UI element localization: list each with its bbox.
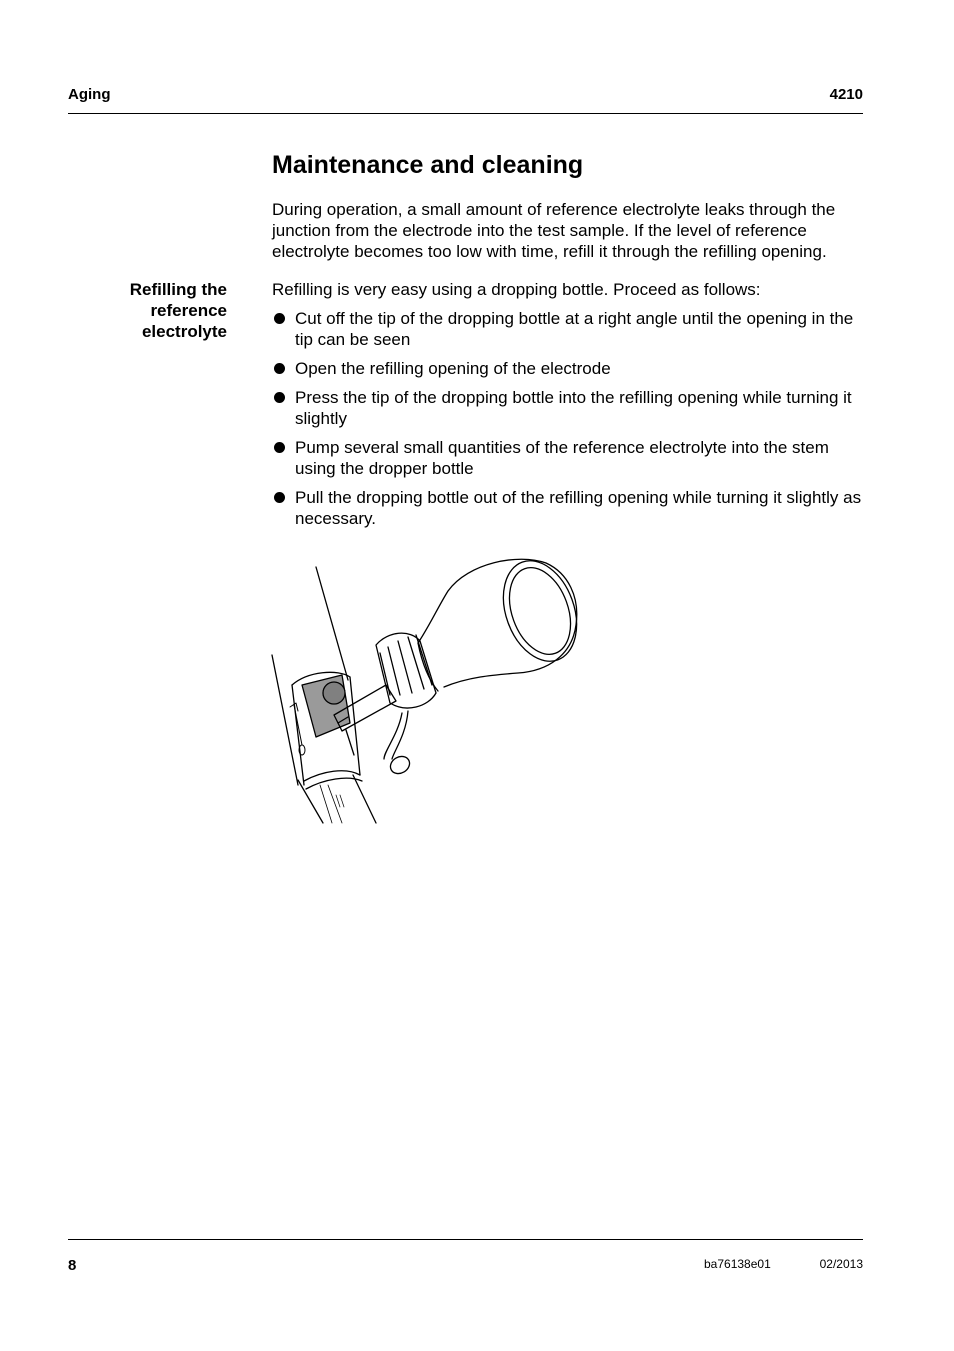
bullet-icon [274, 492, 285, 503]
page-title: Maintenance and cleaning [272, 151, 584, 179]
step-text: Cut off the tip of the dropping bottle at a right angle until the opening in the tip can be seen [295, 309, 854, 349]
side-heading-line: electrolyte [141, 322, 227, 341]
bullet-icon [274, 392, 285, 403]
step-text: Pump several small quantities of the reference electrolyte into the stem using the dropper bottle [295, 438, 829, 478]
side-heading [68, 279, 227, 342]
intro-paragraph: During operation, a small amount of reference electrolyte leaks through the junction from the electrode into the test sample. If the level of reference electrolyte becomes too low with time, refill it through the refilling opening. [272, 200, 836, 261]
step-text: Open the refilling opening of the electrode [295, 359, 611, 378]
bullet-icon [274, 313, 285, 324]
header-rule [68, 113, 863, 114]
document-id: ba76138e01 [704, 1257, 771, 1271]
side-heading-line: Refilling the [129, 280, 227, 299]
list-item [272, 387, 864, 429]
list-item [272, 358, 864, 379]
refilling-illustration [268, 545, 588, 827]
header-section: Aging [68, 86, 111, 103]
list-item [272, 308, 864, 350]
steps-list [272, 308, 864, 537]
list-item [272, 437, 864, 479]
page-number: 8 [68, 1257, 77, 1274]
document-date: 02/2013 [819, 1257, 863, 1271]
header-model: 4210 [829, 86, 863, 103]
bullet-icon [274, 363, 285, 374]
step-text: Pull the dropping bottle out of the refilling opening while turning it slightly as necessary. [295, 488, 862, 528]
side-heading-line: reference [150, 301, 227, 320]
list-item [272, 487, 864, 529]
bullet-icon [274, 442, 285, 453]
lead-paragraph: Refilling is very easy using a dropping bottle. Proceed as follows: [272, 280, 761, 299]
page-header [68, 86, 863, 106]
step-text: Press the tip of the dropping bottle into the refilling opening while turning it slightly [295, 388, 852, 428]
footer-rule [68, 1239, 863, 1240]
